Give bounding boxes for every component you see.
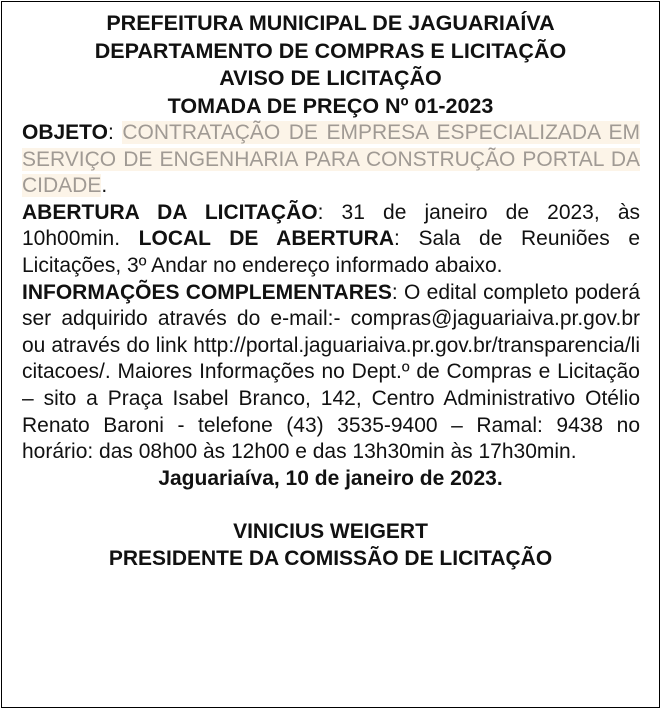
- abertura-text: : 31 de janeiro de 2023, às 10h00min.: [22, 200, 640, 251]
- signer-role: PRESIDENTE DA COMISSÃO DE LICITAÇÃO: [108, 546, 553, 570]
- info-text-1: : O edital completo poderá ser adquirido através do e-mail:- compras@jaguariaiva.pr.gov.br ou através do link: [22, 280, 641, 357]
- local-abertura-text: : Sala de Reuniões e Licitações, 3º Andar no endereço informado abaixo.: [22, 227, 641, 277]
- signer-name: VINICIUS WEIGERT: [233, 520, 428, 544]
- info-text-2: . Maiores Informações no Dept.º de Compras e Licitação – sito a Praça Isabel Branco, 142, Centro Administrativo Otélio Renato Baroni - telefone (43) 3535-9400 – Ramal: 9438 no horário: das 08h00 às 12h00 e das 13h30min às 17h30min.: [22, 360, 640, 464]
- info-label: INFORMAÇÕES COMPLEMENTARES: [22, 280, 392, 304]
- notice-date: Jaguariaíva, 10 de janeiro de 2023.: [158, 466, 503, 490]
- notice-body: [2, 120, 659, 466]
- header-line-aviso: AVISO DE LICITAÇÃO: [219, 66, 442, 90]
- abertura-label: ABERTURA DA LICITAÇÃO: [22, 200, 318, 224]
- objeto-paragraph: [22, 120, 640, 200]
- notice-header: [2, 2, 659, 120]
- objeto-separator: :: [107, 121, 123, 144]
- objeto-label: OBJETO: [22, 121, 108, 144]
- signature-block: [2, 519, 659, 572]
- header-line-departamento: DEPARTAMENTO DE COMPRAS E LICITAÇÃO: [94, 38, 567, 63]
- info-url: http://portal.jaguariaiva.pr.gov.br/transparencia/licitacoes/: [22, 333, 640, 384]
- abertura-paragraph: [22, 200, 640, 280]
- objeto-end: .: [101, 174, 108, 198]
- local-abertura-label: LOCAL DE ABERTURA: [138, 227, 395, 251]
- info-paragraph: [22, 280, 640, 466]
- header-line-tomada: TOMADA DE PREÇO Nº 01-2023: [167, 93, 494, 118]
- header-line-prefeitura: PREFEITURA MUNICIPAL DE JAGUARIAÍVA: [106, 11, 555, 35]
- objeto-text: CONTRATAÇÃO DE EMPRESA ESPECIALIZADA EM SERVIÇO DE ENGENHARIA PARA CONSTRUÇÃO PORTAL DA CIDADE: [22, 121, 640, 198]
- licitation-notice: [1, 1, 660, 708]
